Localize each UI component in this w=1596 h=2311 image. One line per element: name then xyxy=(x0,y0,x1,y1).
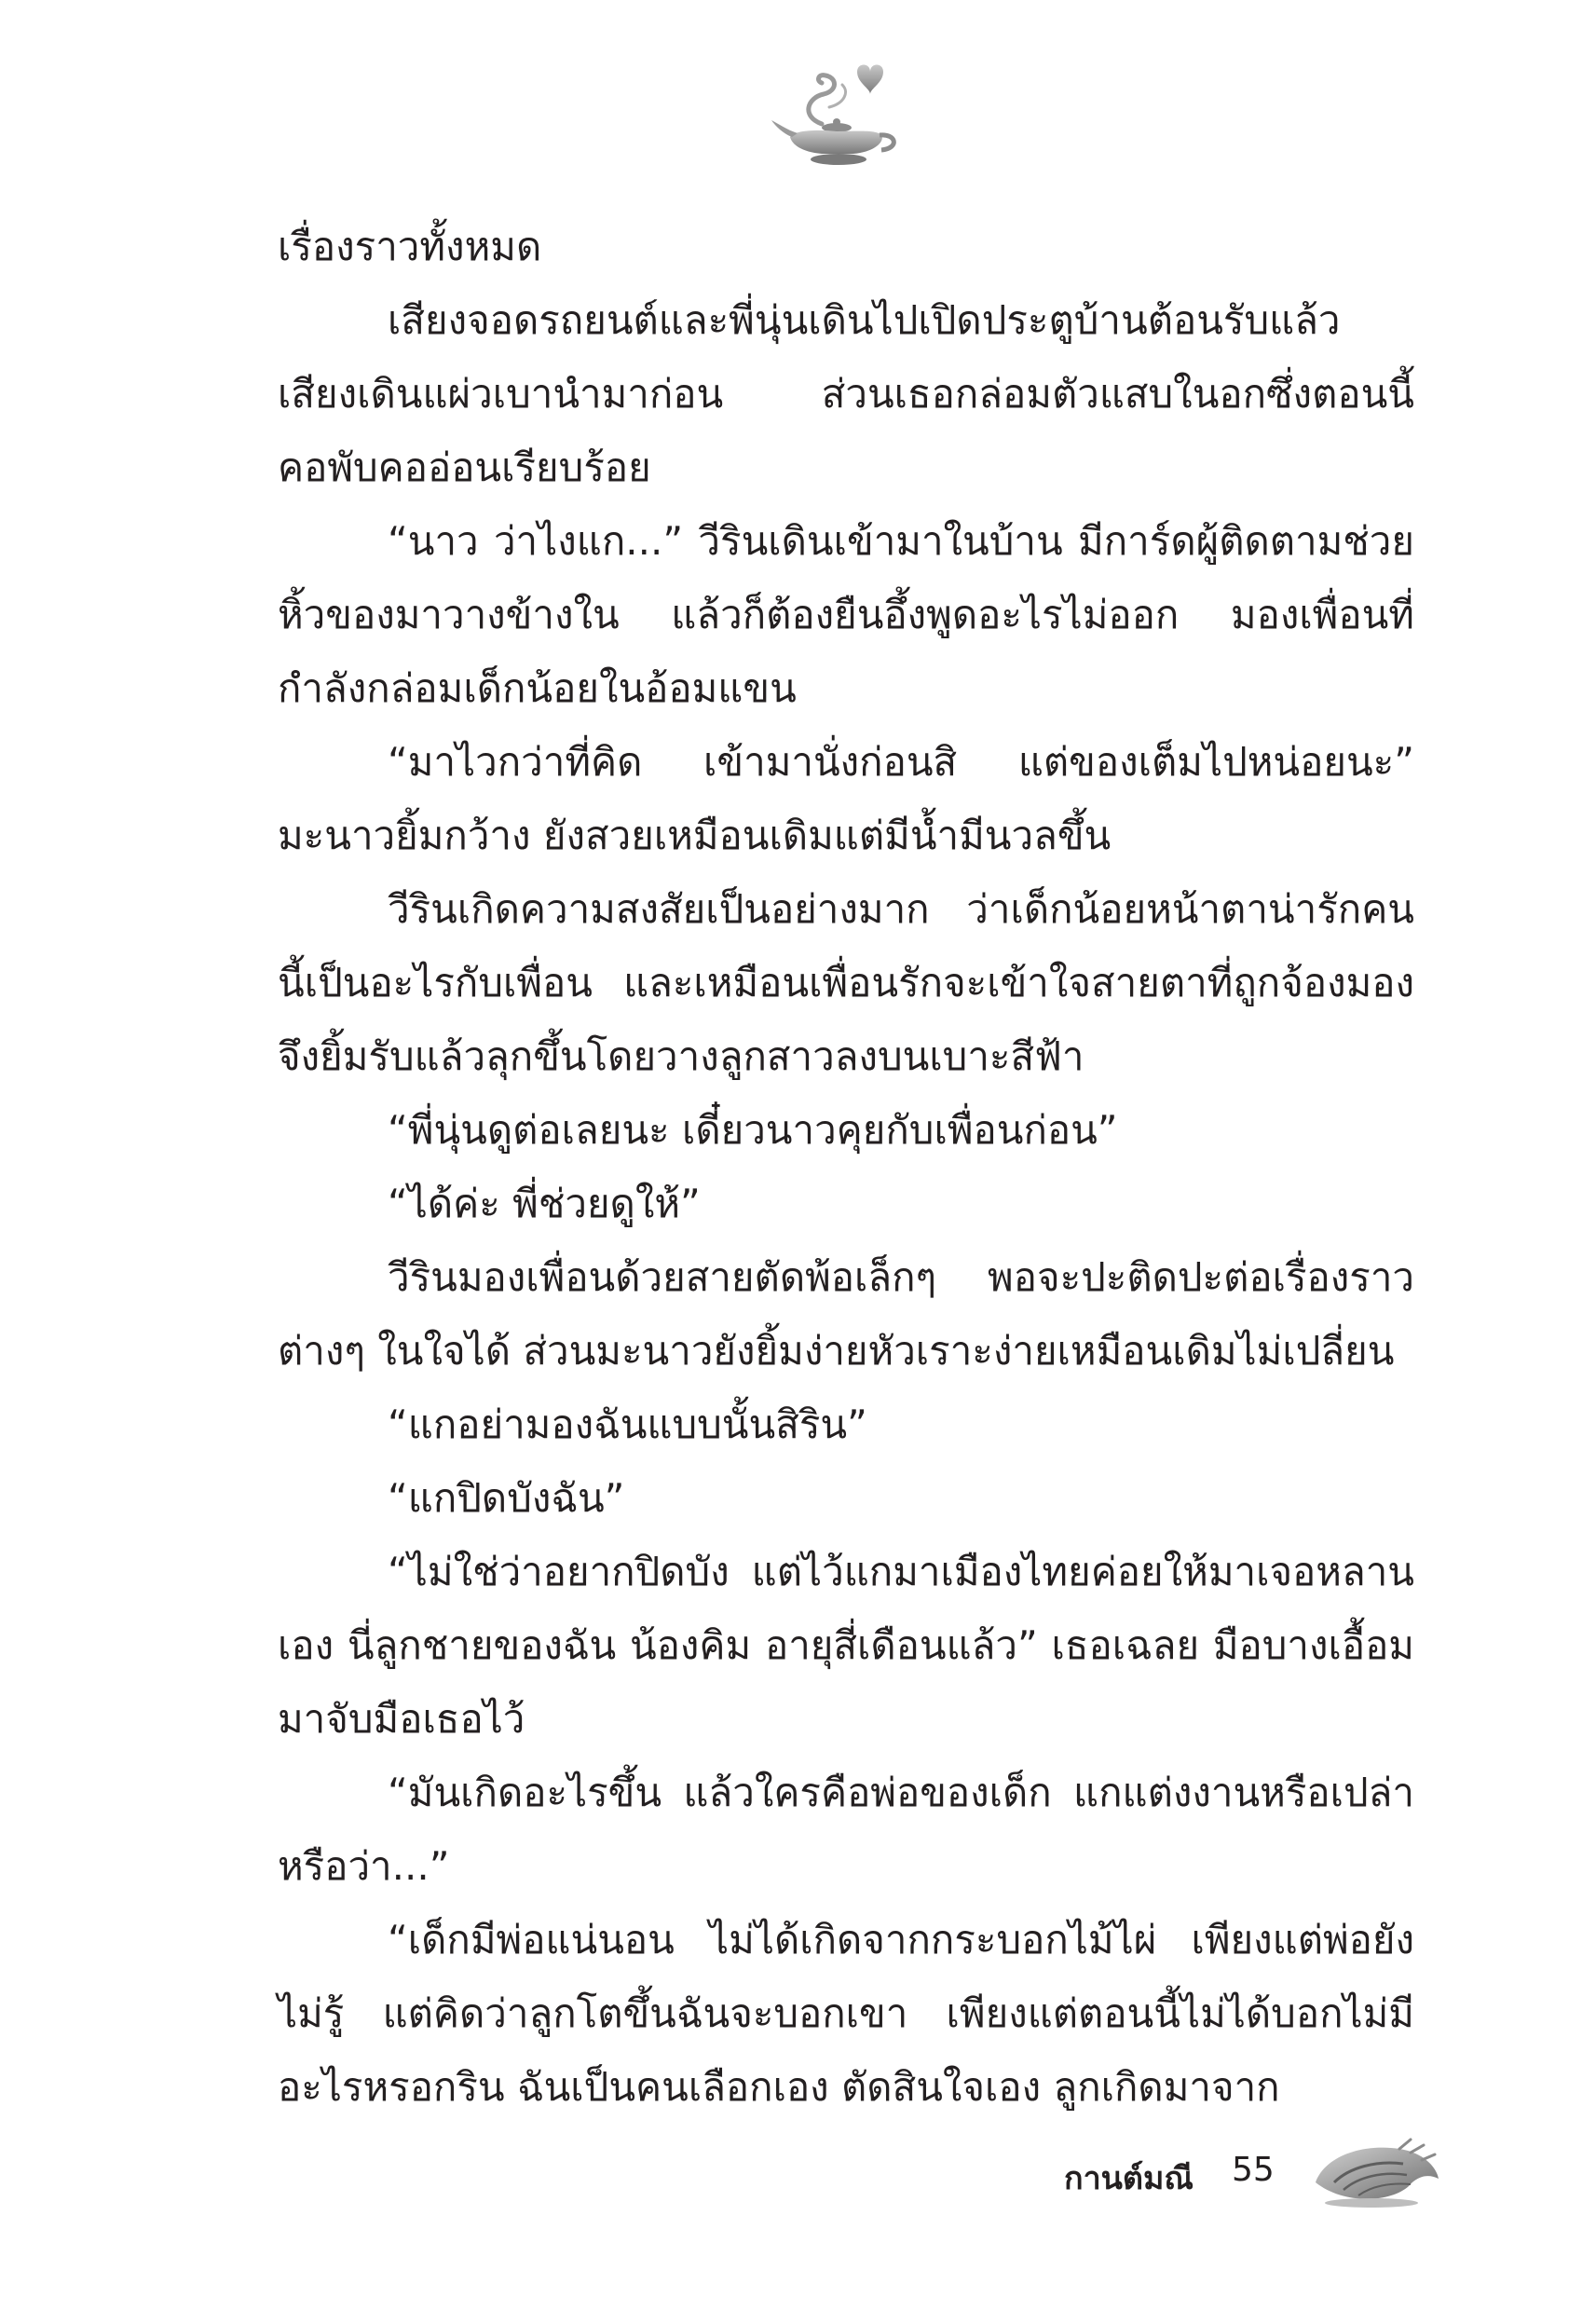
paragraph: “ได้ค่ะ พี่ช่วยดูให้” xyxy=(388,1181,701,1226)
page-footer xyxy=(0,2136,1596,2210)
paragraph: วีรินมองเพื่อนด้วยสายตัดพ้อเล็กๆ พอจะปะติดปะต่อเรื่องราวต่างๆ ในใจได้ ส่วนมะนาวยังยิ้มง่ายหัวเราะง่ายเหมือนเดิมไม่เปลี่ยน xyxy=(278,1254,1414,1374)
page-number: 55 xyxy=(1232,2151,1275,2189)
paragraph: เรื่องราวทั้งหมด xyxy=(278,224,542,269)
paragraph: “แกปิดบังฉัน” xyxy=(388,1475,625,1521)
genie-lamp-icon xyxy=(764,51,904,172)
seashell-icon xyxy=(1306,2136,1446,2210)
paragraph: วีรินเกิดความสงสัยเป็นอย่างมาก ว่าเด็กน้อยหน้าตาน่ารักคนนี้เป็นอะไรกับเพื่อน และเหมือนเพื่อนรักจะเข้าใจสายตาที่ถูกจ้องมอง จึงยิ้มรับแล้วลุกขึ้นโดยวางลูกสาวลงบนเบาะสีฟ้า xyxy=(278,886,1414,1079)
paragraph: “พี่นุ่นดูต่อเลยนะ เดี๋ยวนาวคุยกับเพื่อนก่อน” xyxy=(388,1107,1118,1153)
paragraph: “เด็กมีพ่อแน่นอน ไม่ได้เกิดจากกระบอกไม้ไผ่ เพียงแต่พ่อยังไม่รู้ แต่คิดว่าลูกโตขึ้นฉันจะบอกเขา เพียงแต่ตอนนี้ไม่ได้บอกไม่มีอะไรหรอกริน ฉันเป็นคนเลือกเอง ตัดสินใจเอง ลูกเกิดมาจาก xyxy=(278,1917,1414,2110)
paragraph: “มาไวกว่าที่คิด เข้ามานั่งก่อนสิ แต่ของเต็มไปหน่อยนะ” มะนาวยิ้มกว้าง ยังสวยเหมือนเดิมแต่มีน้ำมีนวลขึ้น xyxy=(278,739,1414,858)
book-title: กานต์มณี xyxy=(1064,2160,1194,2197)
paragraph: “มันเกิดอะไรขึ้น แล้วใครคือพ่อของเด็ก แกแต่งงานหรือเปล่าหรือว่า...” xyxy=(278,1770,1414,1889)
paragraph: “นาว ว่าไงแก...” วีรินเดินเข้ามาในบ้าน มีการ์ดผู้ติดตามช่วยหิ้วของมาวางข้างใน แล้วก็ต้องยืนอึ้งพูดอะไรไม่ออก มองเพื่อนที่กำลังกล่อมเด็กน้อยในอ้อมแขน xyxy=(278,518,1414,711)
paragraph: “แกอย่ามองฉันแบบนั้นสิริน” xyxy=(388,1402,867,1447)
chapter-body xyxy=(278,210,1414,2124)
paragraph: “ไม่ใช่ว่าอยากปิดบัง แต่ไว้แกมาเมืองไทยค่อยให้มาเจอหลานเอง นี่ลูกชายของฉัน น้องคิม อายุสี่เดือนแล้ว” เธอเฉลย มือบางเอื้อมมาจับมือเธอไว้ xyxy=(278,1549,1414,1742)
paragraph: เสียงจอดรถยนต์และพี่นุ่นเดินไปเปิดประตูบ้านต้อนรับแล้ว เสียงเดินแผ่วเบานำมาก่อน ส่วนเธอกล่อมตัวแสบในอกซึ่งตอนนี้คอพับคออ่อนเรียบร้อย xyxy=(278,297,1414,490)
